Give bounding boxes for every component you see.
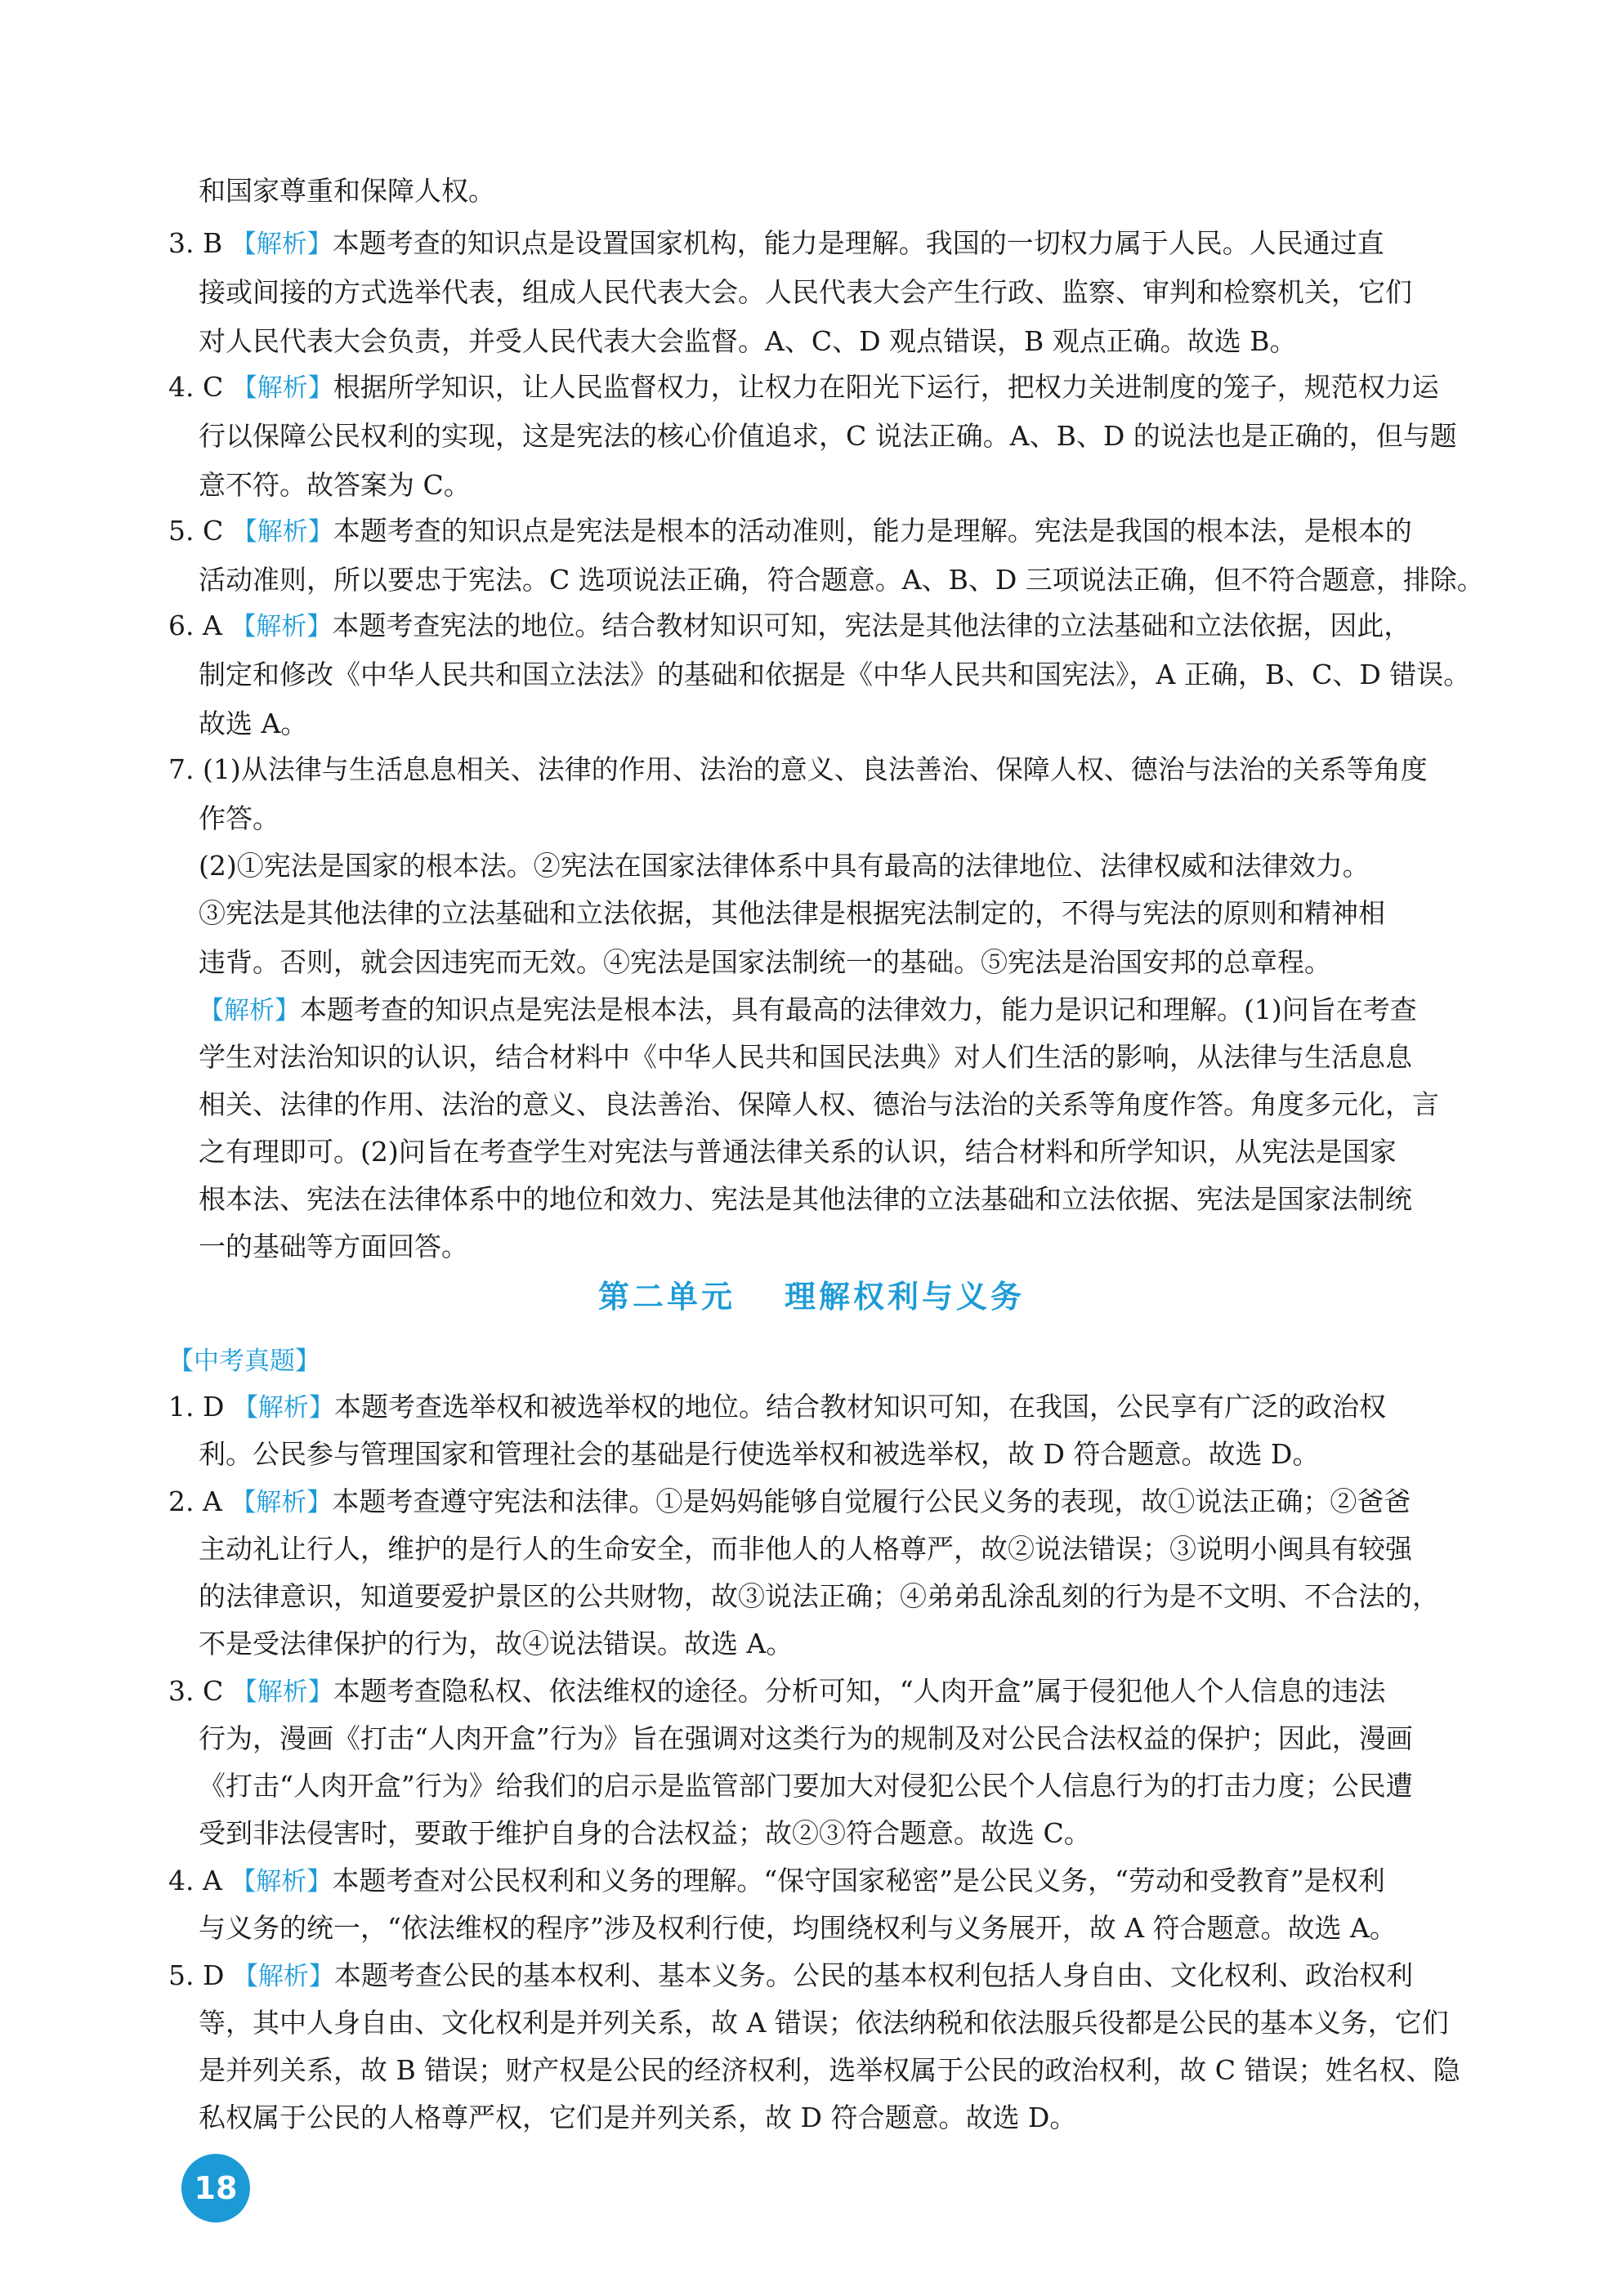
analysis-tag: 【解析】: [230, 1488, 333, 1517]
exam-answer-2-line-2: 主动礼让行人，维护的是行人的生命安全，而非他人的人格尊严，故②说法错误；③说明小闽具有较强: [199, 1533, 1412, 1565]
answer-3-number: 3. B: [168, 227, 223, 259]
answer-7-line-4: ③宪法是其他法律的立法基础和立法依据，其他法律是根据宪法制定的，不得与宪法的原则和精神相: [199, 897, 1385, 929]
answer-5-line-1: 5. C 【解析】本题考查的知识点是宪法是根本的活动准则，能力是理解。宪法是我国的根本法，是根本的: [168, 508, 1412, 554]
exam-answer-5-number: 5. D: [168, 1959, 225, 1991]
answer-4-line-3: 意不符。故答案为 C。: [199, 469, 471, 501]
answer-4-number: 4. C: [168, 371, 224, 403]
analysis-tag: 【解析】: [232, 1962, 334, 1991]
analysis-tag: 【解析】: [199, 996, 300, 1025]
answer-7-number: 7.: [168, 753, 194, 785]
exam-answer-3-line-1: 3. C 【解析】本题考查隐私权、依法维权的途径。分析可知，“人肉开盒”属于侵犯他人个人信息的违法: [168, 1668, 1385, 1714]
exam-answer-5-line-3: 是并列关系，故 B 错误；财产权是公民的经济权利，选举权属于公民的政治权利，故 C 错误；姓名权、隐: [199, 2054, 1460, 2086]
answer-7-line-10: 根本法、宪法在法律体系中的地位和效力、宪法是其他法律的立法基础和立法依据、宪法是国家法制统: [199, 1183, 1412, 1215]
answer-7-line-2: 作答。: [199, 802, 279, 834]
exam-answer-3-number: 3. C: [168, 1675, 224, 1707]
continuation-line: 和国家尊重和保障人权。: [199, 175, 495, 207]
answer-3-line-1: 3. B 【解析】本题考查的知识点是设置国家机构，能力是理解。我国的一切权力属于人民。人民通过直: [168, 221, 1384, 266]
exam-answer-1-line-2: 利。公民参与管理国家和管理社会的基础是行使选举权和被选举权，故 D 符合题意。故选 D。: [199, 1438, 1320, 1470]
exam-answer-1-line-1: 1. D 【解析】本题考查选举权和被选举权的地位。结合教材知识可知，在我国，公民享有广泛的政治权: [168, 1384, 1386, 1430]
exam-answer-5-line-4: 私权属于公民的人格尊严权，它们是并列关系，故 D 符合题意。故选 D。: [199, 2102, 1077, 2133]
answer-7-line-5: 违背。否则，就会因违宪而无效。④宪法是国家法制统一的基础。⑤宪法是治国安邦的总章程。: [199, 946, 1331, 978]
exam-answer-5-line-2: 等，其中人身自由、文化权利是并列关系，故 A 错误；依法纳税和依法服兵役都是公民的基本义务，它们: [199, 2007, 1449, 2039]
answer-3-line-2: 接或间接的方式选举代表，组成人民代表大会。人民代表大会产生行政、监察、审判和检察机关，它们: [199, 276, 1412, 308]
exam-answer-1-number: 1. D: [168, 1391, 225, 1423]
answer-4-line-1: 4. C 【解析】根据所学知识，让人民监督权力，让权力在阳光下运行，把权力关进制度的笼子，规范权力运: [168, 364, 1439, 410]
exam-answer-3-line-3: 《打击“人肉开盒”行为》给我们的启示是监管部门要加大对侵犯公民个人信息行为的打击力度；公民遭: [199, 1770, 1413, 1802]
answer-7-line-1: 7. (1)从法律与生活息息相关、法律的作用、法治的意义、良法善治、保障人权、德治与法治的关系等角度: [168, 747, 1428, 793]
exam-answer-2-line-1: 2. A 【解析】本题考查遵守宪法和法律。①是妈妈能够自觉履行公民义务的表现，故①说法正确；②爸爸: [168, 1479, 1411, 1525]
exam-answer-3-line-4: 受到非法侵害时，要敢于维护自身的合法权益；故②③符合题意。故选 C。: [199, 1817, 1091, 1849]
unit-title-part-2: 理解权利与义务: [785, 1278, 1026, 1315]
exam-answer-4-line-2: 与义务的统一，“依法维权的程序”涉及权利行使，均围绕权利与义务展开，故 A 符合题意。故选 A。: [199, 1912, 1397, 1944]
exam-answer-2-line-3: 的法律意识，知道要爱护景区的公共财物，故③说法正确；④弟弟乱涂乱刻的行为是不文明、不合法的，: [199, 1580, 1439, 1612]
exam-answer-3-line-2: 行为，漫画《打击“人肉开盒”行为》旨在强调对这类行为的规制及对公民合法权益的保护；因此，漫画: [199, 1722, 1413, 1754]
answer-6-line-1: 6. A 【解析】本题考查宪法的地位。结合教材知识可知，宪法是其他法律的立法基础和立法依据，因此，: [168, 603, 1411, 649]
section-label: 【中考真题】: [168, 1347, 320, 1376]
exam-answer-4-number: 4. A: [168, 1865, 222, 1896]
exam-answer-4-line-1: 4. A 【解析】本题考查对公民权利和义务的理解。“保守国家秘密”是公民义务，“劳动和受教育”是权利: [168, 1858, 1385, 1904]
analysis-tag: 【解析】: [231, 517, 333, 547]
analysis-tag: 【解析】: [232, 1393, 334, 1423]
analysis-tag: 【解析】: [231, 373, 333, 403]
answer-3-line-3: 对人民代表大会负责，并受人民代表大会监督。A、C、D 观点错误，B 观点正确。故选 B。: [199, 325, 1297, 357]
unit-title: [0, 1271, 1623, 1316]
answer-5-number: 5. C: [168, 515, 224, 547]
answer-7-line-8: 相关、法律的作用、法治的意义、良法善治、保障人权、德治与法治的关系等角度作答。角度多元化，言: [199, 1088, 1439, 1120]
answer-6-line-3: 故选 A。: [199, 708, 308, 739]
exam-answer-5-line-1: 5. D 【解析】本题考查公民的基本权利、基本义务。公民的基本权利包括人身自由、文化权利、政治权利: [168, 1953, 1413, 1999]
answer-4-line-2: 行以保障公民权利的实现，这是宪法的核心价值追求，C 说法正确。A、B、D 的说法也是正确的，但与题: [199, 420, 1457, 452]
exam-answer-2-line-4: 不是受法律保护的行为，故④说法错误。故选 A。: [199, 1628, 794, 1659]
exam-answer-2-number: 2. A: [168, 1485, 222, 1517]
analysis-tag: 【解析】: [230, 230, 333, 259]
answer-6-number: 6. A: [168, 610, 222, 641]
answer-7-line-6: 【解析】本题考查的知识点是宪法是根本法，具有最高的法律效力，能力是识记和理解。(1)问旨在考查: [199, 994, 1417, 1025]
analysis-tag: 【解析】: [230, 1867, 333, 1896]
analysis-tag: 【解析】: [230, 612, 333, 641]
answer-5-line-2: 活动准则，所以要忠于宪法。C 选项说法正确，符合题意。A、B、D 三项说法正确，但不符合题意，排除。: [199, 564, 1484, 596]
answer-6-line-2: 制定和修改《中华人民共和国立法法》的基础和依据是《中华人民共和国宪法》，A 正确，B、C、D 错误。: [199, 659, 1471, 690]
answer-7-line-7: 学生对法治知识的认识，结合材料中《中华人民共和国民法典》对人们生活的影响，从法律与生活息息: [199, 1041, 1412, 1073]
answer-7-line-9: 之有理即可。(2)问旨在考查学生对宪法与普通法律关系的认识，结合材料和所学知识，从宪法是国家: [199, 1136, 1397, 1168]
answer-7-line-11: 一的基础等方面回答。: [199, 1231, 468, 1262]
page-number-badge: 18: [181, 2154, 250, 2222]
answer-7-line-3: (2)①宪法是国家的根本法。②宪法在国家法律体系中具有最高的法律地位、法律权威和法律效力。: [199, 850, 1370, 882]
unit-title-part-1: 第二单元: [597, 1278, 735, 1315]
analysis-tag: 【解析】: [231, 1677, 333, 1707]
